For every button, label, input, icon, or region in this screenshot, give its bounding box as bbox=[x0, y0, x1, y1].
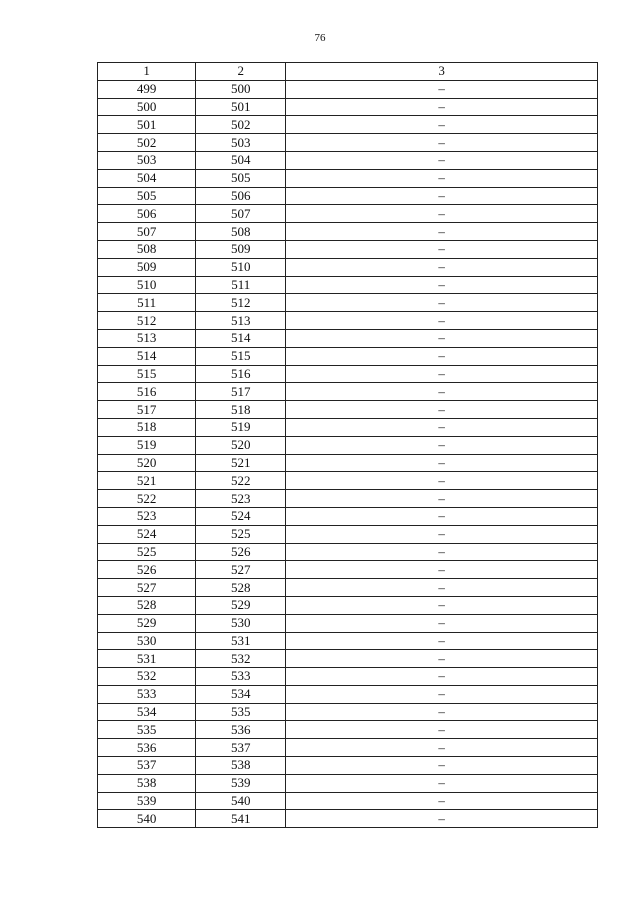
table-cell-col-2: 511 bbox=[196, 276, 286, 294]
table-row bbox=[98, 792, 598, 810]
table-row bbox=[98, 294, 598, 312]
table-row bbox=[98, 436, 598, 454]
table-row bbox=[98, 454, 598, 472]
table-cell-col-3: – bbox=[286, 810, 598, 828]
table-cell-col-2: 526 bbox=[196, 543, 286, 561]
table-cell-col-1: 521 bbox=[98, 472, 196, 490]
table-cell-col-2: 541 bbox=[196, 810, 286, 828]
table-cell-col-3: – bbox=[286, 525, 598, 543]
table-cell-col-3: – bbox=[286, 80, 598, 98]
table-cell-col-2: 535 bbox=[196, 703, 286, 721]
table-cell-col-1: 530 bbox=[98, 632, 196, 650]
table-row bbox=[98, 223, 598, 241]
table-row bbox=[98, 596, 598, 614]
table-cell-col-2: 531 bbox=[196, 632, 286, 650]
table-cell-col-3: – bbox=[286, 134, 598, 152]
table-cell-col-1: 500 bbox=[98, 98, 196, 116]
table-row bbox=[98, 383, 598, 401]
table-row bbox=[98, 98, 598, 116]
table-cell-col-2: 536 bbox=[196, 721, 286, 739]
table-cell-col-1: 525 bbox=[98, 543, 196, 561]
table-row bbox=[98, 187, 598, 205]
table-row bbox=[98, 650, 598, 668]
table-cell-col-2: 523 bbox=[196, 490, 286, 508]
table-row bbox=[98, 579, 598, 597]
table-row bbox=[98, 632, 598, 650]
table-cell-col-2: 522 bbox=[196, 472, 286, 490]
table-cell-col-2: 501 bbox=[196, 98, 286, 116]
table-cell-col-2: 505 bbox=[196, 169, 286, 187]
table-cell-col-3: – bbox=[286, 187, 598, 205]
table-cell-col-1: 517 bbox=[98, 401, 196, 419]
table-cell-col-1: 520 bbox=[98, 454, 196, 472]
table-cell-col-1: 529 bbox=[98, 614, 196, 632]
table-cell-col-3: – bbox=[286, 436, 598, 454]
table-cell-col-3: – bbox=[286, 116, 598, 134]
table-cell-col-3: – bbox=[286, 596, 598, 614]
table-cell-col-3: – bbox=[286, 757, 598, 775]
table-cell-col-1: 539 bbox=[98, 792, 196, 810]
table-cell-col-1: 533 bbox=[98, 685, 196, 703]
table-cell-col-3: – bbox=[286, 721, 598, 739]
table-row bbox=[98, 614, 598, 632]
table-cell-col-1: 505 bbox=[98, 187, 196, 205]
table-row bbox=[98, 668, 598, 686]
table-cell-col-1: 503 bbox=[98, 151, 196, 169]
table-cell-col-1: 532 bbox=[98, 668, 196, 686]
table-cell-col-3: – bbox=[286, 614, 598, 632]
table-body bbox=[98, 80, 598, 827]
table-cell-col-3: – bbox=[286, 365, 598, 383]
table-row bbox=[98, 240, 598, 258]
table-cell-col-3: – bbox=[286, 507, 598, 525]
table-cell-col-1: 522 bbox=[98, 490, 196, 508]
table-cell-col-2: 534 bbox=[196, 685, 286, 703]
table-cell-col-3: – bbox=[286, 703, 598, 721]
table-cell-col-1: 540 bbox=[98, 810, 196, 828]
table-cell-col-3: – bbox=[286, 454, 598, 472]
page-number: 76 bbox=[314, 32, 326, 44]
table-row bbox=[98, 507, 598, 525]
table-row bbox=[98, 774, 598, 792]
table-row bbox=[98, 561, 598, 579]
table-cell-col-3: – bbox=[286, 650, 598, 668]
table-cell-col-2: 513 bbox=[196, 312, 286, 330]
table-cell-col-2: 529 bbox=[196, 596, 286, 614]
table-cell-col-2: 503 bbox=[196, 134, 286, 152]
table-cell-col-1: 504 bbox=[98, 169, 196, 187]
table-row bbox=[98, 810, 598, 828]
table-cell-col-2: 508 bbox=[196, 223, 286, 241]
table-cell-col-1: 515 bbox=[98, 365, 196, 383]
table-cell-col-3: – bbox=[286, 792, 598, 810]
table-cell-col-3: – bbox=[286, 205, 598, 223]
table-header-row bbox=[98, 63, 598, 81]
table-row bbox=[98, 258, 598, 276]
table-cell-col-3: – bbox=[286, 739, 598, 757]
table-cell-col-2: 518 bbox=[196, 401, 286, 419]
table-cell-col-2: 515 bbox=[196, 347, 286, 365]
table-cell-col-2: 500 bbox=[196, 80, 286, 98]
table-cell-col-2: 517 bbox=[196, 383, 286, 401]
table-cell-col-3: – bbox=[286, 383, 598, 401]
table-cell-col-1: 506 bbox=[98, 205, 196, 223]
table-row bbox=[98, 347, 598, 365]
table-cell-col-1: 516 bbox=[98, 383, 196, 401]
table-row bbox=[98, 472, 598, 490]
table-row bbox=[98, 205, 598, 223]
table-cell-col-2: 537 bbox=[196, 739, 286, 757]
table-cell-col-1: 536 bbox=[98, 739, 196, 757]
table-cell-col-3: – bbox=[286, 632, 598, 650]
table-cell-col-2: 516 bbox=[196, 365, 286, 383]
table-row bbox=[98, 490, 598, 508]
table-cell-col-1: 513 bbox=[98, 329, 196, 347]
table-cell-col-2: 533 bbox=[196, 668, 286, 686]
table-cell-col-3: – bbox=[286, 223, 598, 241]
table-cell-col-1: 519 bbox=[98, 436, 196, 454]
table-cell-col-3: – bbox=[286, 347, 598, 365]
table-cell-col-3: – bbox=[286, 561, 598, 579]
table-cell-col-2: 532 bbox=[196, 650, 286, 668]
table-cell-col-2: 514 bbox=[196, 329, 286, 347]
table-cell-col-3: – bbox=[286, 240, 598, 258]
table-cell-col-2: 539 bbox=[196, 774, 286, 792]
table-row bbox=[98, 151, 598, 169]
column-header-1: 1 bbox=[98, 63, 196, 81]
table-row bbox=[98, 134, 598, 152]
table-cell-col-1: 512 bbox=[98, 312, 196, 330]
table-cell-col-3: – bbox=[286, 312, 598, 330]
table-row bbox=[98, 685, 598, 703]
table-cell-col-3: – bbox=[286, 294, 598, 312]
table-cell-col-3: – bbox=[286, 668, 598, 686]
table-cell-col-2: 520 bbox=[196, 436, 286, 454]
table-row bbox=[98, 739, 598, 757]
table-cell-col-3: – bbox=[286, 472, 598, 490]
table-cell-col-3: – bbox=[286, 151, 598, 169]
table-row bbox=[98, 418, 598, 436]
data-table bbox=[97, 62, 598, 828]
table-cell-col-3: – bbox=[286, 418, 598, 436]
table-cell-col-3: – bbox=[286, 401, 598, 419]
table-cell-col-2: 527 bbox=[196, 561, 286, 579]
table-cell-col-2: 506 bbox=[196, 187, 286, 205]
table-cell-col-1: 507 bbox=[98, 223, 196, 241]
column-header-3: 3 bbox=[286, 63, 598, 81]
table-cell-col-2: 504 bbox=[196, 151, 286, 169]
table-cell-col-3: – bbox=[286, 774, 598, 792]
table-cell-col-1: 528 bbox=[98, 596, 196, 614]
table-cell-col-1: 526 bbox=[98, 561, 196, 579]
table-cell-col-2: 507 bbox=[196, 205, 286, 223]
table-cell-col-1: 518 bbox=[98, 418, 196, 436]
table-cell-col-3: – bbox=[286, 329, 598, 347]
table-cell-col-3: – bbox=[286, 276, 598, 294]
table-cell-col-1: 531 bbox=[98, 650, 196, 668]
table-cell-col-1: 538 bbox=[98, 774, 196, 792]
table-row bbox=[98, 401, 598, 419]
table-row bbox=[98, 169, 598, 187]
table-cell-col-1: 535 bbox=[98, 721, 196, 739]
table-cell-col-3: – bbox=[286, 490, 598, 508]
table-row bbox=[98, 116, 598, 134]
table-cell-col-1: 499 bbox=[98, 80, 196, 98]
table-row bbox=[98, 329, 598, 347]
table-row bbox=[98, 525, 598, 543]
table-cell-col-1: 534 bbox=[98, 703, 196, 721]
table-cell-col-3: – bbox=[286, 543, 598, 561]
table-row bbox=[98, 80, 598, 98]
table-cell-col-1: 502 bbox=[98, 134, 196, 152]
table-cell-col-2: 509 bbox=[196, 240, 286, 258]
table-cell-col-1: 508 bbox=[98, 240, 196, 258]
table-cell-col-2: 519 bbox=[196, 418, 286, 436]
table-row bbox=[98, 312, 598, 330]
table-cell-col-3: – bbox=[286, 685, 598, 703]
table-cell-col-1: 514 bbox=[98, 347, 196, 365]
table-cell-col-1: 527 bbox=[98, 579, 196, 597]
table-cell-col-1: 524 bbox=[98, 525, 196, 543]
column-header-2: 2 bbox=[196, 63, 286, 81]
table-cell-col-1: 510 bbox=[98, 276, 196, 294]
table-cell-col-3: – bbox=[286, 98, 598, 116]
table-cell-col-3: – bbox=[286, 258, 598, 276]
table-cell-col-2: 502 bbox=[196, 116, 286, 134]
table-row bbox=[98, 757, 598, 775]
table-cell-col-2: 510 bbox=[196, 258, 286, 276]
table-row bbox=[98, 365, 598, 383]
table-cell-col-2: 524 bbox=[196, 507, 286, 525]
table-cell-col-2: 538 bbox=[196, 757, 286, 775]
table-cell-col-1: 509 bbox=[98, 258, 196, 276]
table-cell-col-3: – bbox=[286, 169, 598, 187]
table-row bbox=[98, 703, 598, 721]
table-cell-col-2: 521 bbox=[196, 454, 286, 472]
table-cell-col-2: 512 bbox=[196, 294, 286, 312]
table-cell-col-1: 511 bbox=[98, 294, 196, 312]
table-cell-col-1: 523 bbox=[98, 507, 196, 525]
table-cell-col-2: 525 bbox=[196, 525, 286, 543]
table-row bbox=[98, 276, 598, 294]
table-cell-col-1: 501 bbox=[98, 116, 196, 134]
table-cell-col-3: – bbox=[286, 579, 598, 597]
table-cell-col-2: 540 bbox=[196, 792, 286, 810]
table-cell-col-1: 537 bbox=[98, 757, 196, 775]
table-cell-col-2: 530 bbox=[196, 614, 286, 632]
table-row bbox=[98, 721, 598, 739]
table-row bbox=[98, 543, 598, 561]
table-cell-col-2: 528 bbox=[196, 579, 286, 597]
